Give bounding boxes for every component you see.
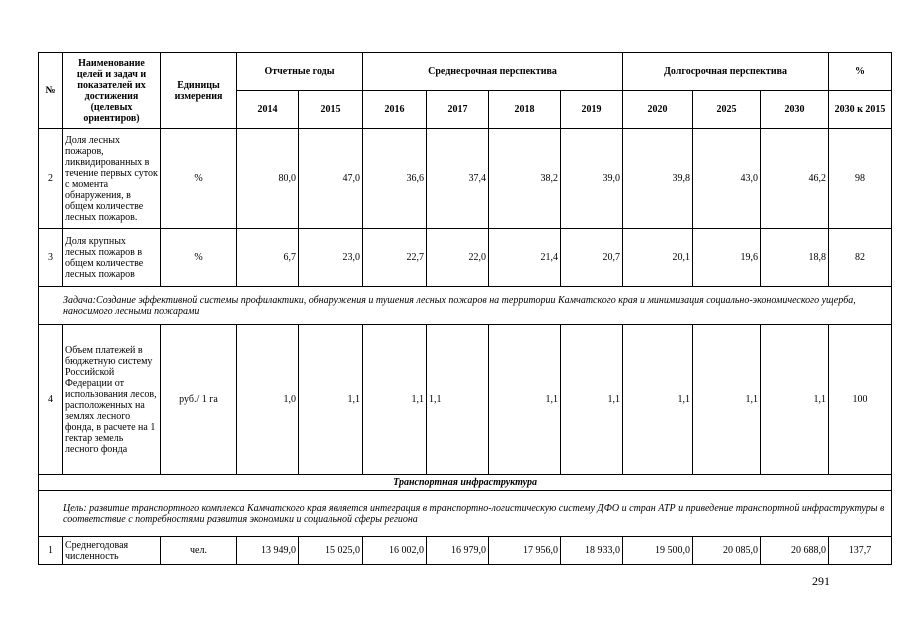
row-num: 1 (39, 537, 63, 565)
header-year: 2020 (623, 91, 693, 129)
header-year: 2015 (299, 91, 363, 129)
row-value: 1,1 (489, 325, 561, 475)
goal-text: Цель: развитие транспортного комплекса Камчатского края является интеграция в транспортно-логистическую систему ДФО и стран АТР и приведение транспортной инфраструктуры в соответствие с потребностями развития экономики и социальной сферы региона (39, 491, 892, 537)
row-name: Доля крупных лесных пожаров в общем количестве лесных пожаров (63, 229, 161, 287)
row-value: 18,8 (761, 229, 829, 287)
row-value: 15 025,0 (299, 537, 363, 565)
header-year: 2014 (237, 91, 299, 129)
row-value: 19,6 (693, 229, 761, 287)
row-value: 6,7 (237, 229, 299, 287)
row-value: 1,1 (561, 325, 623, 475)
task-text: Задача:Создание эффективной системы профилактики, обнаружения и тушения лесных пожаров на территории Камчатского края и минимизация социально-экономического ущерба, наносимого лесными пожарами (39, 287, 892, 325)
row-value: 22,0 (427, 229, 489, 287)
table-row (39, 325, 892, 475)
row-value: 1,1 (693, 325, 761, 475)
row-value: 21,4 (489, 229, 561, 287)
row-value: 16 979,0 (427, 537, 489, 565)
row-value: 1,0 (237, 325, 299, 475)
header-unit: Единицы измерения (161, 53, 237, 129)
row-value: 46,2 (761, 129, 829, 229)
header-year: 2025 (693, 91, 761, 129)
row-value: 20,7 (561, 229, 623, 287)
row-name: Среднегодовая численность (63, 537, 161, 565)
row-pct: 137,7 (829, 537, 892, 565)
row-value: 20 085,0 (693, 537, 761, 565)
row-unit: % (161, 229, 237, 287)
row-pct: 82 (829, 229, 892, 287)
header-medium: Среднесрочная перспектива (363, 53, 623, 91)
row-name: Объем платежей в бюджетную систему Российской Федерации от использования лесов, расположенных на землях лесного фонда, в расчете на 1 гектар земель лесного фонда (63, 325, 161, 475)
row-value: 20,1 (623, 229, 693, 287)
row-value: 36,6 (363, 129, 427, 229)
row-value: 43,0 (693, 129, 761, 229)
header-name: Наименование целей и задач и показателей их достижения (целевых ориентиров) (63, 53, 161, 129)
row-unit: руб./ 1 га (161, 325, 237, 475)
row-value: 13 949,0 (237, 537, 299, 565)
goal-row (39, 491, 892, 537)
row-pct: 100 (829, 325, 892, 475)
header-year: 2017 (427, 91, 489, 129)
header-year: 2018 (489, 91, 561, 129)
section-title: Транспортная инфраструктура (39, 475, 892, 491)
section-row (39, 475, 892, 491)
row-value: 17 956,0 (489, 537, 561, 565)
header-long: Долгосрочная перспектива (623, 53, 829, 91)
header-year: 2016 (363, 91, 427, 129)
table-row (39, 537, 892, 565)
header-year: 2019 (561, 91, 623, 129)
row-value: 1,1 (363, 325, 427, 475)
row-value: 1,1 (427, 325, 489, 475)
row-num: 3 (39, 229, 63, 287)
indicators-table (38, 52, 892, 565)
row-value: 18 933,0 (561, 537, 623, 565)
header-year: 2030 (761, 91, 829, 129)
row-value: 22,7 (363, 229, 427, 287)
row-num: 2 (39, 129, 63, 229)
table-row (39, 129, 892, 229)
table-row (39, 229, 892, 287)
row-value: 80,0 (237, 129, 299, 229)
row-value: 39,0 (561, 129, 623, 229)
row-name: Доля лесных пожаров, ликвидированных в течение первых суток с момента обнаружения, в общем количестве лесных пожаров. (63, 129, 161, 229)
row-value: 39,8 (623, 129, 693, 229)
row-unit: % (161, 129, 237, 229)
row-value: 1,1 (623, 325, 693, 475)
page-number: 291 (812, 574, 830, 588)
header-pct: % (829, 53, 892, 91)
header-num: № (39, 53, 63, 129)
row-value: 38,2 (489, 129, 561, 229)
header-pct-label: 2030 к 2015 (829, 91, 892, 129)
task-row (39, 287, 892, 325)
row-value: 19 500,0 (623, 537, 693, 565)
row-value: 1,1 (299, 325, 363, 475)
row-value: 23,0 (299, 229, 363, 287)
row-pct: 98 (829, 129, 892, 229)
header-reported: Отчетные годы (237, 53, 363, 91)
row-value: 47,0 (299, 129, 363, 229)
row-value: 1,1 (761, 325, 829, 475)
row-value: 16 002,0 (363, 537, 427, 565)
row-value: 20 688,0 (761, 537, 829, 565)
row-num: 4 (39, 325, 63, 475)
row-unit: чел. (161, 537, 237, 565)
row-value: 37,4 (427, 129, 489, 229)
